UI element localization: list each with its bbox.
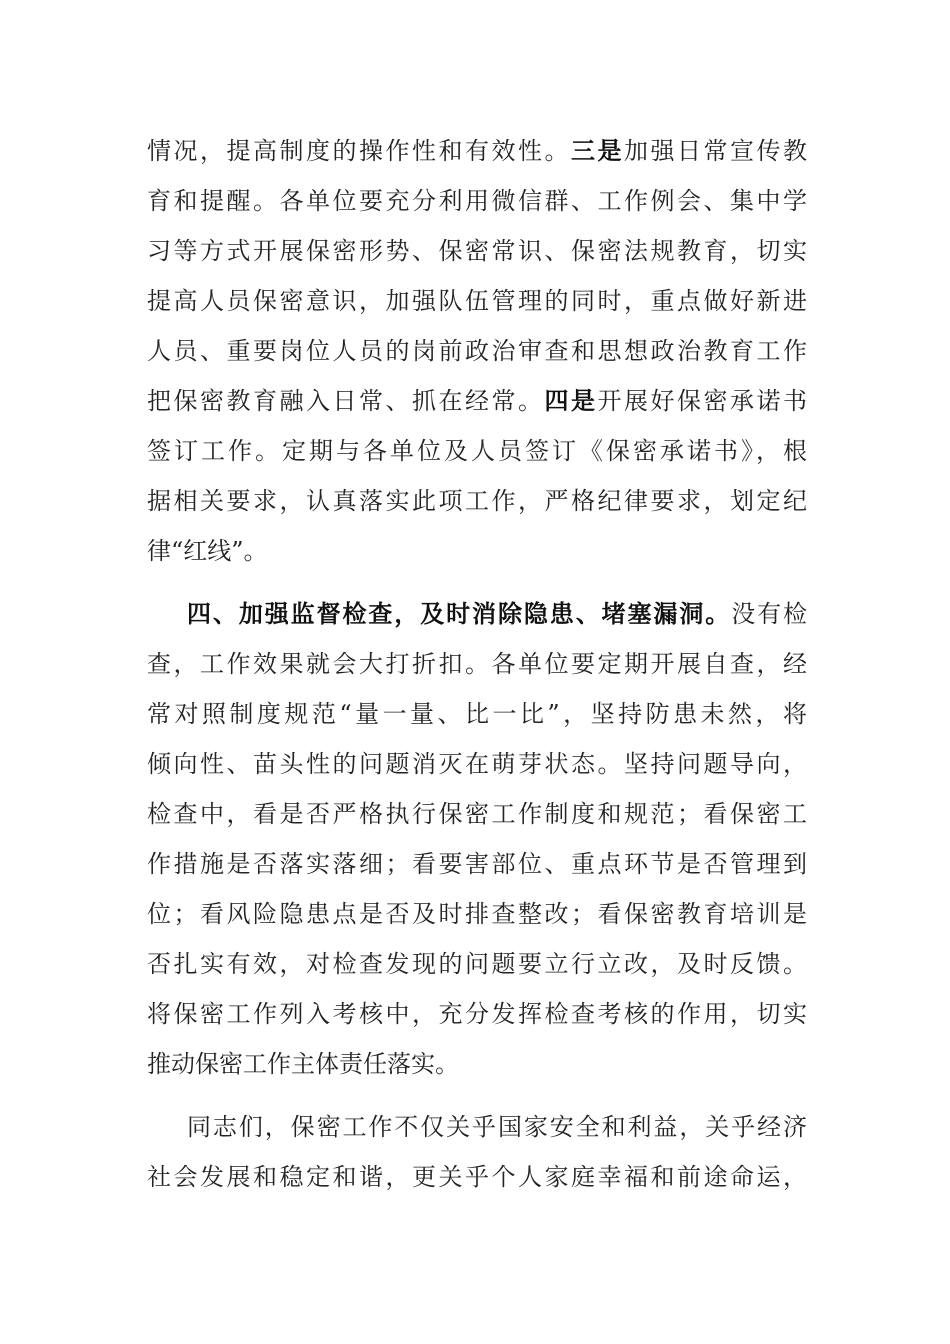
text-run: 加强日常宣传教 xyxy=(624,137,807,165)
bold-run: 四是 xyxy=(544,386,598,415)
paragraph-1-line-8: 据相关要求，认真落实此项工作，严格纪律要求，划定纪 xyxy=(147,487,807,515)
paragraph-1-line-1 xyxy=(147,131,807,171)
text-run: 把保密教育融入日常、抓在经常。 xyxy=(147,387,545,415)
paragraph-1-line-2: 育和提醒。各单位要充分利用微信群、工作例会、集中学 xyxy=(147,187,807,215)
text-run: 开展好保密承诺书 xyxy=(597,387,807,415)
paragraph-1-line-7: 签订工作。定期与各单位及人员签订《保密承诺书》，根 xyxy=(147,437,807,465)
paragraph-3-line-1: 同志们，保密工作不仅关乎国家安全和利益，关乎经济 xyxy=(187,1113,807,1141)
paragraph-2-line-9: 将保密工作列入考核中，充分发挥检查考核的作用，切实 xyxy=(147,1000,807,1028)
paragraph-1-line-9: 律“红线”。 xyxy=(147,537,268,565)
paragraph-3-line-2: 社会发展和稳定和谐，更关乎个人家庭幸福和前途命运， xyxy=(147,1163,807,1191)
paragraph-2-line-10: 推动保密工作主体责任落实。 xyxy=(147,1050,459,1078)
paragraph-2-line-7: 位；看风险隐患点是否及时排查整改；看保密教育培训是 xyxy=(147,900,807,928)
paragraph-1-line-4: 提高人员保密意识，加强队伍管理的同时，重点做好新进 xyxy=(147,287,807,315)
paragraph-2-line-1 xyxy=(187,594,807,634)
paragraph-2-line-6: 作措施是否落实落细；看要害部位、重点环节是否管理到 xyxy=(147,850,807,878)
paragraph-1-line-6 xyxy=(147,381,807,421)
paragraph-2-line-8: 否扎实有效，对检查发现的问题要立行立改，及时反馈。 xyxy=(147,950,807,978)
paragraph-2-line-5: 检查中，看是否严格执行保密工作制度和规范；看保密工 xyxy=(147,800,807,828)
bold-run: 三是 xyxy=(571,136,624,165)
paragraph-1-line-5: 人员、重要岗位人员的岗前政治审查和思想政治教育工作 xyxy=(147,337,807,365)
section-heading: 四、加强监督检查，及时消除隐患、堵塞漏洞。 xyxy=(187,599,732,628)
paragraph-2-line-4: 倾向性、苗头性的问题消灭在萌芽状态。坚持问题导向， xyxy=(147,750,807,778)
text-run: 没有检 xyxy=(731,600,807,628)
text-run: 情况，提高制度的操作性和有效性。 xyxy=(147,137,571,165)
paragraph-2-line-2: 查，工作效果就会大打折扣。各单位要定期开展自查，经 xyxy=(147,650,807,678)
paragraph-2-line-3: 常对照制度规范“量一量、比一比”，坚持防患未然，将 xyxy=(147,700,807,728)
paragraph-1-line-3: 习等方式开展保密形势、保密常识、保密法规教育，切实 xyxy=(147,237,807,265)
